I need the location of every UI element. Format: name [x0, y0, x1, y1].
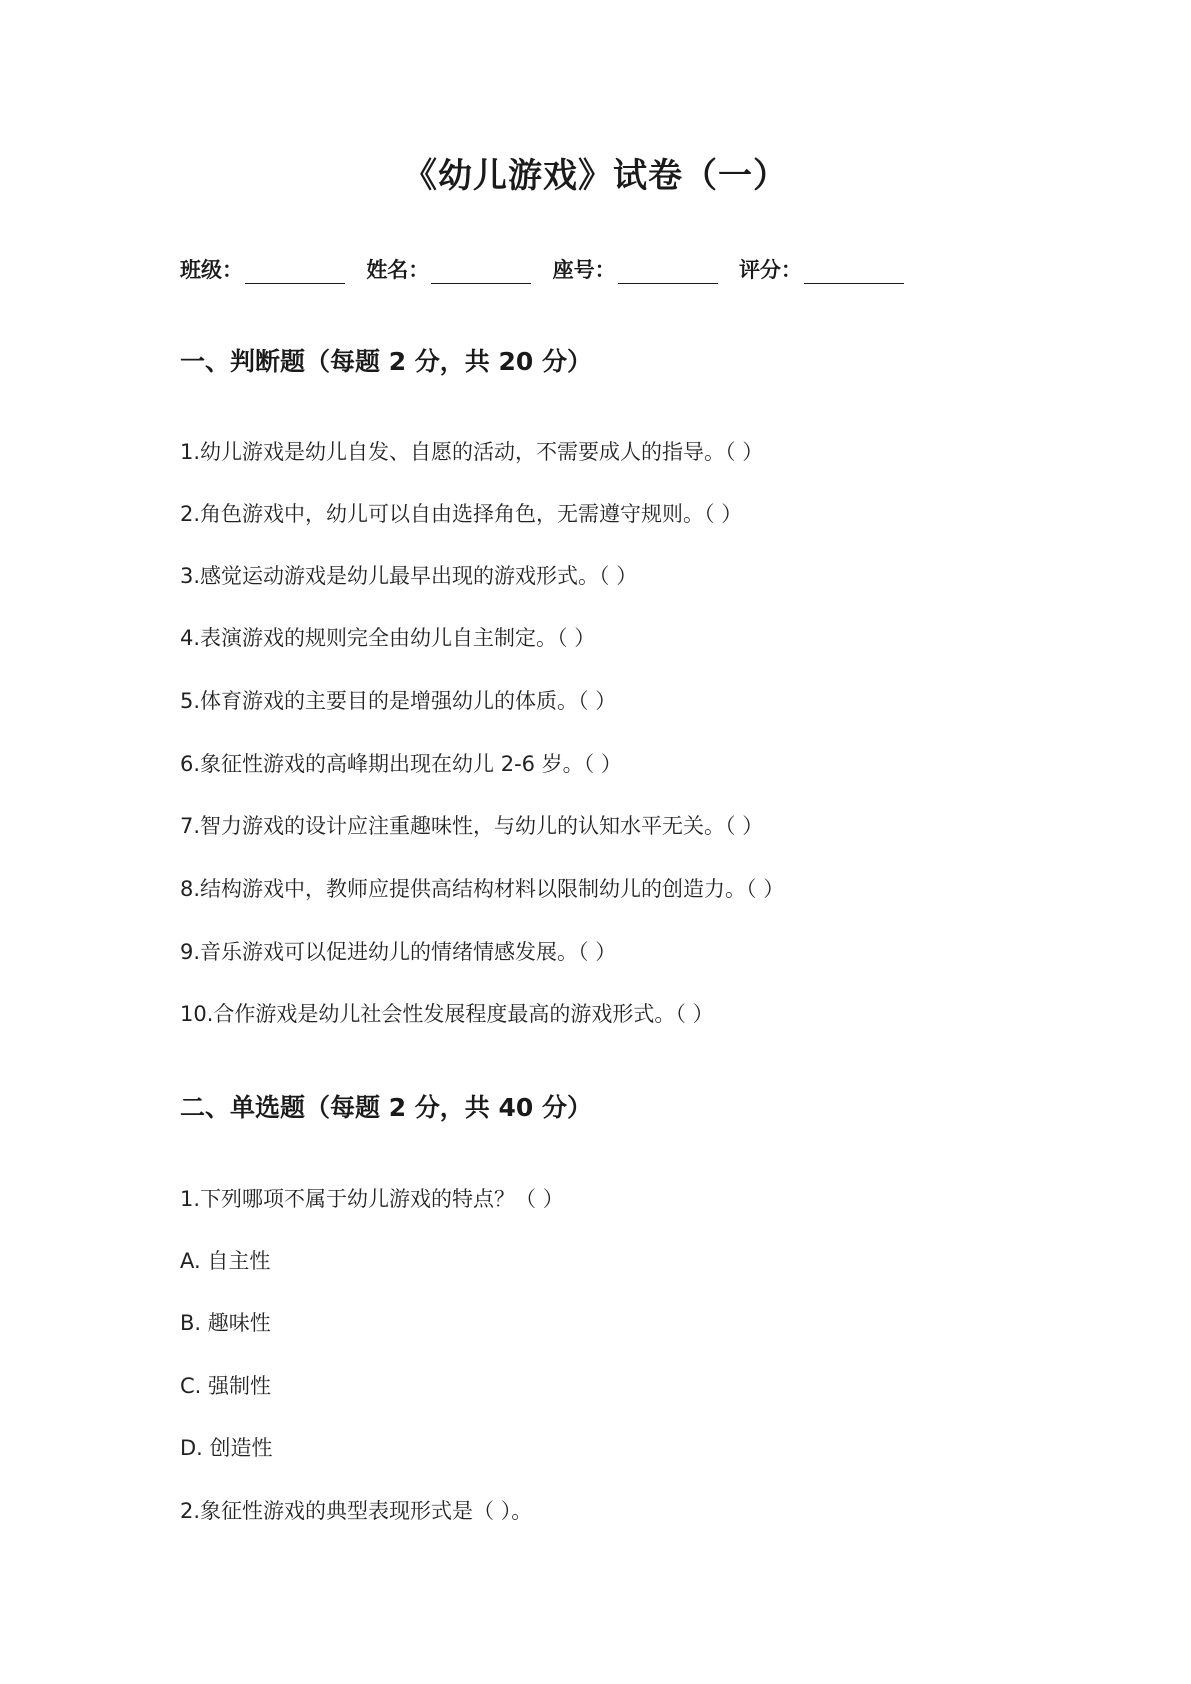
name-blank[interactable]	[431, 261, 531, 284]
class-label: 班级：	[180, 258, 243, 282]
tf-question-9: 9.音乐游戏可以促进幼儿的情绪情感发展。（ ）	[180, 940, 617, 964]
tf-question-8: 8.结构游戏中，教师应提供高结构材料以限制幼儿的创造力。（ ）	[180, 877, 785, 901]
class-field	[180, 254, 345, 284]
seat-label: 座号：	[552, 258, 616, 282]
seat-blank[interactable]	[618, 261, 718, 284]
section-heading-single-choice: 二、单选题（每题 2 分，共 40 分）	[180, 1093, 593, 1122]
tf-question-6: 6.象征性游戏的高峰期出现在幼儿 2-6 岁。（ ）	[180, 752, 622, 776]
tf-question-3: 3.感觉运动游戏是幼儿最早出现的游戏形式。（ ）	[180, 564, 638, 588]
class-blank[interactable]	[245, 261, 345, 284]
mc-q1-option-d: D. 创造性	[180, 1436, 273, 1460]
name-label: 姓名：	[366, 258, 430, 282]
student-info-row	[180, 254, 918, 284]
tf-question-1: 1.幼儿游戏是幼儿自发、自愿的活动，不需要成人的指导。（ ）	[180, 440, 764, 464]
mc-question-1: 1.下列哪项不属于幼儿游戏的特点？（ ）	[180, 1187, 564, 1211]
mc-q1-option-b: B. 趣味性	[180, 1311, 271, 1335]
tf-question-5: 5.体育游戏的主要目的是增强幼儿的体质。（ ）	[180, 689, 617, 713]
tf-question-10: 10.合作游戏是幼儿社会性发展程度最高的游戏形式。（ ）	[180, 1002, 714, 1026]
tf-question-7: 7.智力游戏的设计应注重趣味性，与幼儿的认知水平无关。（ ）	[180, 814, 764, 838]
mc-question-2: 2.象征性游戏的典型表现形式是（ ）。	[180, 1499, 533, 1523]
mc-q1-option-a: A. 自主性	[180, 1249, 271, 1273]
score-field	[739, 254, 904, 284]
section-heading-true-false: 一、判断题（每题 2 分，共 20 分）	[180, 347, 593, 376]
name-field	[366, 254, 531, 284]
score-blank[interactable]	[804, 261, 904, 284]
tf-question-2: 2.角色游戏中，幼儿可以自由选择角色，无需遵守规则。（ ）	[180, 502, 743, 526]
page-title: 《幼儿游戏》试卷（一）	[403, 156, 788, 196]
score-label: 评分：	[738, 258, 802, 282]
tf-question-4: 4.表演游戏的规则完全由幼儿自主制定。（ ）	[180, 626, 596, 650]
mc-q1-option-c: C. 强制性	[180, 1374, 272, 1398]
seat-field	[553, 254, 718, 284]
